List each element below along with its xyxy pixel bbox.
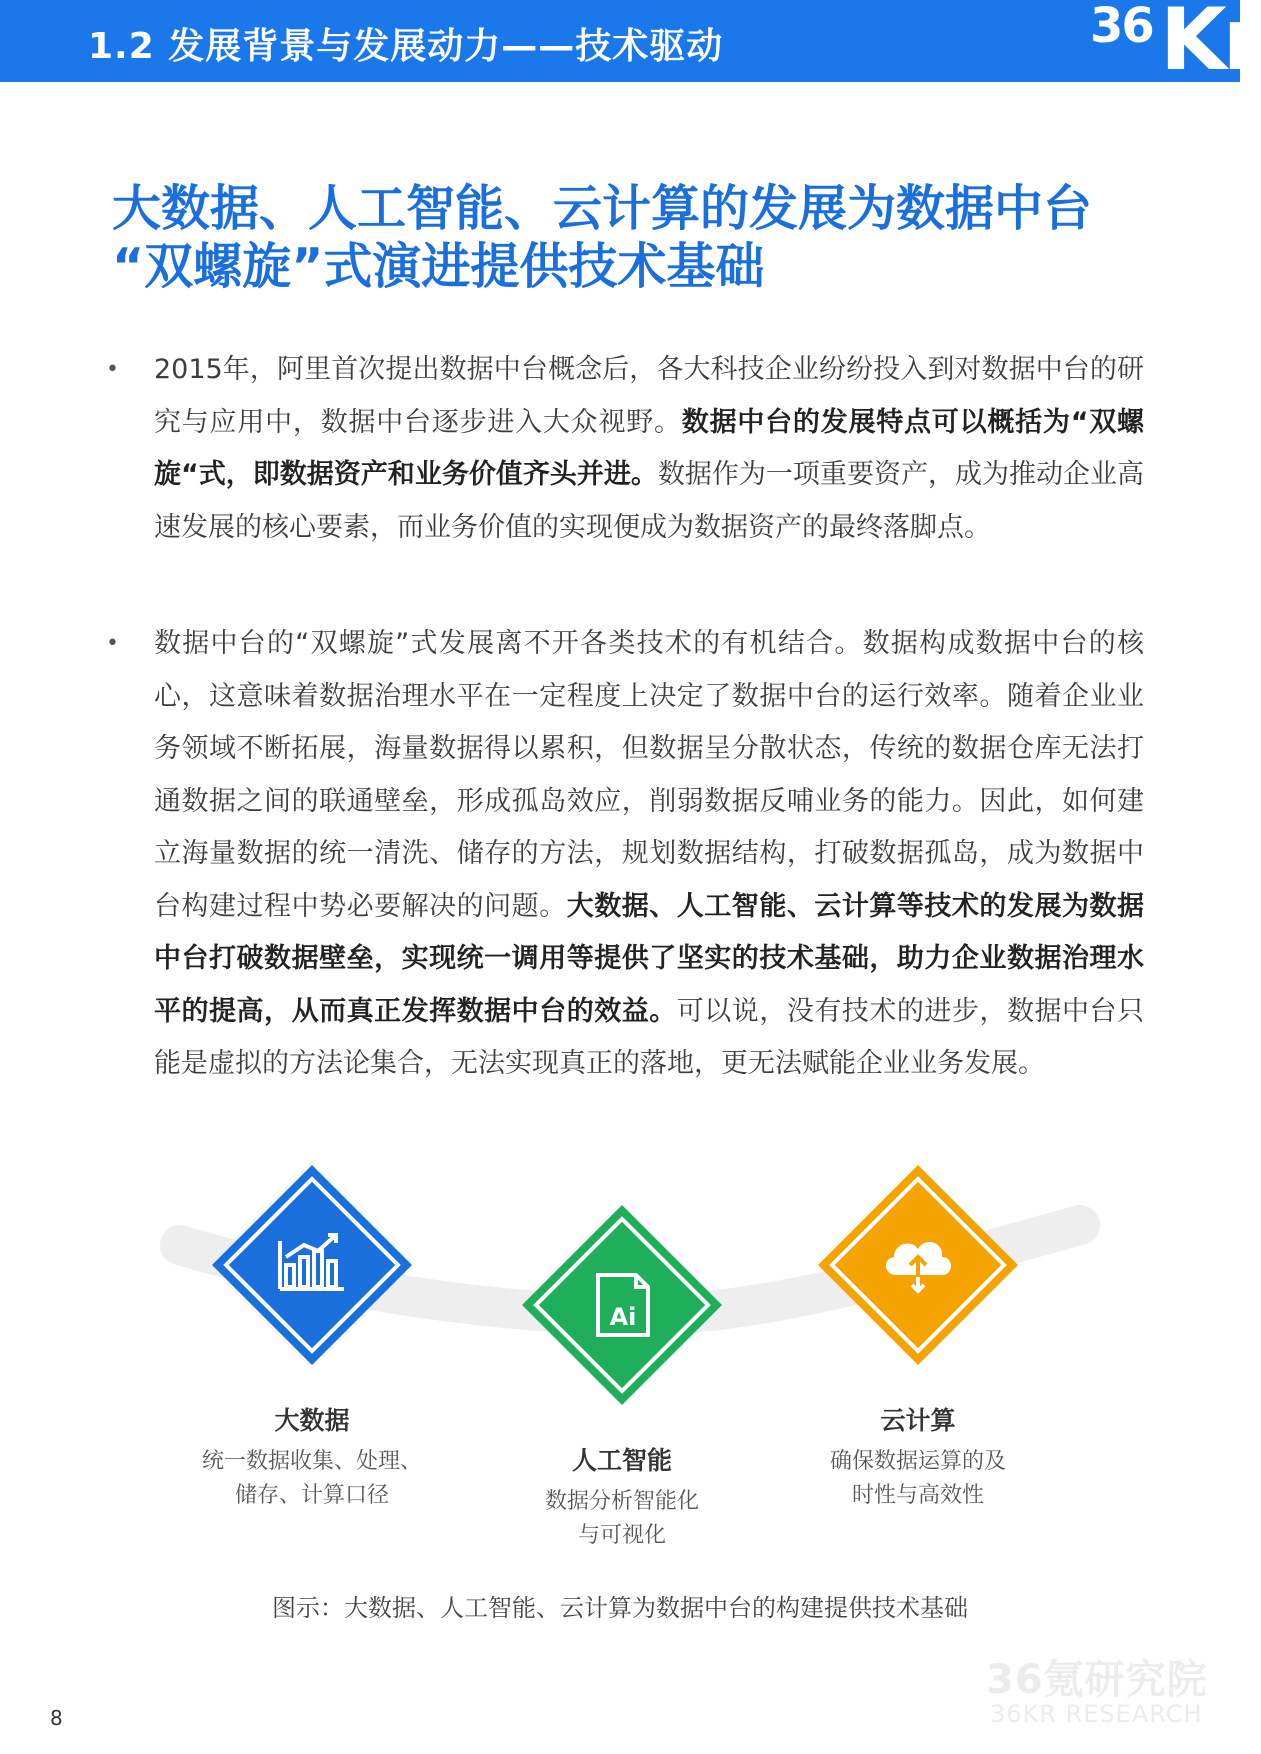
cloud-diamond — [818, 1165, 1018, 1365]
bullet-icon: • — [106, 631, 119, 656]
ai-title: 人工智能 — [571, 1446, 672, 1475]
page-heading — [112, 180, 1152, 296]
paragraph-2-bold-1: 大数据、人工智能、云计算等技术的发展为数据中台打破数据壁垒，实现统一调用等提供了坚实的技术基础，助力企业数据治理水平的提高，从而真正发挥数据中台的效益。 — [154, 890, 1145, 1027]
heading-line-1: 大数据、人工智能、云计算的发展为数据中台 — [112, 180, 1093, 237]
bar-chart-icon — [212, 1165, 412, 1365]
ai-desc-line-1: 数据分析智能化 — [544, 1489, 699, 1514]
cloud-desc-line-1: 确保数据运算的及 — [829, 1449, 1006, 1474]
paragraph-1-text-2: 数据作为一项重要资产，成为推动企业高速发展的核心要素，而业务价值的实现便成为数据资产的最终落脚点。 — [154, 459, 1145, 543]
paragraph-2-text-1: 数据中台的“双螺旋”式发展离不开各类技术的有机结合。数据构成数据中台的核心，这意味着数据治理水平在一定程度上决定了数据中台的运行效率。随着企业业务领域不断拓展，海量数据得以累积，但数据呈分散状态，传统的数据仓库无法打通数据之间的联通壁垒，形成孤岛效应，削弱数据反哺业务的能力。因此，如何建立海量数据的统一清洗、储存的方法，规划数据结构，打破数据孤岛，成为数据中台构建过程中势必要解决的问题。 — [154, 628, 1144, 922]
paragraph-1-text-1: 2015年，阿里首次提出数据中台概念后，各大科技企业纷纷投入到对数据中台的研究与应用中，数据中台逐步进入大众视野。 — [154, 354, 1144, 438]
svg-text:Ai: Ai — [609, 1303, 637, 1331]
paragraph-2-text-2: 可以说，没有技术的进步，数据中台只能是虚拟的方法论集合，无法实现真正的落地，更无法赋能企业业务发展。 — [154, 995, 1145, 1079]
big-data-desc-line-1: 统一数据收集、处理、 — [201, 1449, 422, 1474]
brand-logo — [1080, 0, 1261, 90]
big-data-diamond — [212, 1165, 412, 1365]
ai-file-icon — [522, 1205, 722, 1405]
watermark-en: 36KR RESEARCH — [990, 1700, 1203, 1728]
cloud-upload-icon — [818, 1165, 1018, 1365]
logo-number: 36 — [1090, 0, 1153, 54]
ai-desc-line-2: 与可视化 — [577, 1523, 666, 1548]
tech-foundation-figure — [0, 1165, 1240, 1565]
bullet-icon: • — [106, 357, 119, 382]
big-data-desc — [162, 1445, 462, 1513]
big-data-title: 大数据 — [274, 1406, 350, 1435]
ai-diamond — [522, 1205, 722, 1405]
cloud-title: 云计算 — [880, 1406, 956, 1435]
paragraph-1 — [106, 344, 1145, 554]
page-number: 8 — [50, 1706, 63, 1730]
paragraph-2 — [106, 618, 1145, 1091]
watermark-cn: 36氪研究院 — [986, 1657, 1208, 1703]
heading-line-2: “双螺旋”式演进提供技术基础 — [112, 238, 765, 295]
section-title: 1.2 发展背景与发展动力——技术驱动 — [88, 26, 724, 67]
cloud-desc — [768, 1445, 1068, 1513]
ai-desc — [472, 1485, 772, 1553]
logo-letters: Kr — [1160, 0, 1261, 90]
big-data-desc-line-2: 储存、计算口径 — [234, 1483, 389, 1508]
cloud-desc-line-2: 时性与高效性 — [851, 1483, 984, 1508]
paragraph-1-bold-1: 数据中台的发展特点可以概括为“双螺旋“式，即数据资产和业务价值齐头并进。 — [154, 406, 1144, 490]
figure-caption: 图示：大数据、人工智能、云计算为数据中台的构建提供技术基础 — [272, 1594, 968, 1622]
